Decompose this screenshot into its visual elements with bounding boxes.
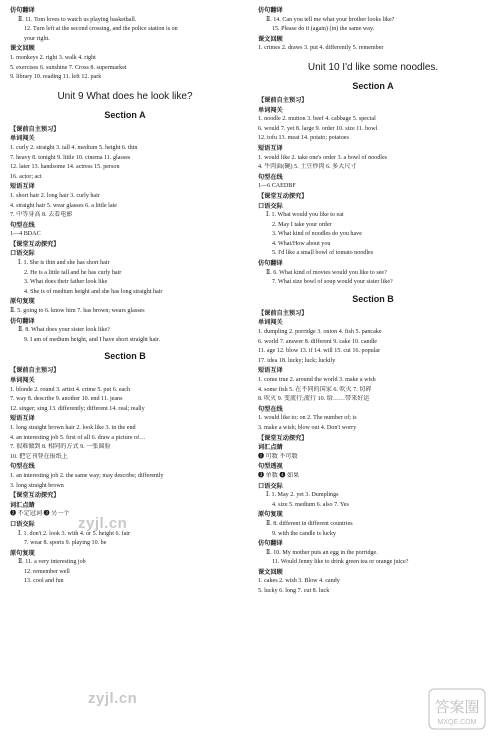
answer-line: 12. tofu 13. meat 14. potato; potatoes: [258, 135, 349, 142]
answer-line: 7. wear 8. sports 9. playing 10. be: [24, 540, 107, 547]
section-heading: 单词闯关: [258, 106, 283, 114]
section-heading: 句型透视: [258, 463, 283, 471]
answer-line: 15. Please do it (again) (in) the same way.: [272, 26, 375, 33]
watermark: zyjl.cn: [78, 515, 128, 532]
answer-line: 1—4 BDAC: [10, 231, 41, 238]
answer-line: Ⅱ. 8. different in different countries: [266, 520, 353, 527]
section-heading: 短语互译: [10, 183, 35, 191]
answer-line: Ⅰ. 1. don't 2. look 3. with 4. or 5. height 6. fair: [18, 530, 130, 537]
section-heading: 短语互译: [10, 415, 35, 423]
section-heading: 短语互译: [258, 367, 283, 375]
answer-line: 4. an interesting job 5. first of all 6. draw a picture of…: [10, 434, 146, 441]
answer-line: 4. She is of medium height and she has long straight hair: [24, 288, 163, 295]
answer-line: 11. age 12. blow 13. if 14. will 15. cut 16. popular: [258, 348, 381, 355]
answer-line: 1. blonde 2. round 3. artist 4. crime 5. put 6. each: [10, 386, 130, 393]
section-heading: 词汇点睛: [258, 444, 283, 452]
answer-line: Ⅱ. 5. going to 6. know him 7. has brown; wears glasses: [10, 308, 145, 315]
section-heading: 仿句翻译: [10, 7, 35, 14]
section-title: Section A: [352, 80, 394, 91]
section-heading: 句型在线: [258, 405, 283, 413]
answer-line: 4. 牛肉面(碗) 5. 土豆炒肉 6. 多大尺寸: [258, 164, 357, 171]
answer-line: 3. What does their father look like: [24, 279, 108, 286]
answer-line: 2. May I take your order: [272, 221, 332, 228]
answer-line: 1. curly 2. straight 3. tall 4. medium 5. height 6. thin: [10, 144, 138, 151]
answer-line: 1. crimes 2. draws 3. put 4. differently 5. remember: [258, 45, 384, 52]
section-heading: 原句复现: [258, 511, 283, 519]
section-heading: 口语交际: [258, 482, 283, 490]
answer-line: 1. long straight brown hair 2. look like 3. in the end: [10, 424, 136, 431]
left-column: [10, 6, 240, 587]
answer-line: 1. would like to; on 2. The number of; is: [258, 415, 357, 422]
answer-line: 5. lucky 6. long 7. cut 8. luck: [258, 588, 330, 595]
section-heading: 词汇点睛: [10, 501, 35, 509]
section-title: Section A: [104, 109, 146, 120]
site-logo: [428, 688, 486, 730]
section-heading: 短语互译: [258, 144, 283, 152]
logo-text: 答案圈: [434, 698, 480, 716]
section-heading: 【课堂互动探究】: [10, 240, 60, 248]
answer-line: Ⅱ. 10. My mother puts an egg in the porridge.: [266, 549, 378, 556]
section-heading: 课文回顾: [258, 568, 283, 576]
section-heading: 【课前自主预习】: [258, 96, 308, 104]
section-heading: 【课堂互动探究】: [258, 192, 308, 200]
section-heading: 原句复现: [10, 298, 35, 306]
answer-line: 9. I am of medium height, and I have short straight hair.: [24, 336, 161, 343]
right-column: [258, 6, 488, 597]
answer-line: 13. cool and fun: [24, 578, 64, 585]
section-heading: 口语交际: [10, 520, 35, 528]
answer-line: 10. 把它刊登在报纸上: [10, 453, 68, 460]
answer-line: 3. make a wish; blow out 4. Don't worry: [258, 424, 357, 431]
answer-line: 7. What size bowl of soup would your sister like?: [272, 279, 393, 286]
section-heading: 仿句翻译: [258, 7, 283, 14]
answer-line: 12. later 13. handsome 14. actress 15. person: [10, 164, 120, 171]
answer-line: 16. actor; act: [10, 173, 42, 180]
answer-line: 1. an interesting job 2. the same way; may describe; differently: [10, 472, 164, 479]
section-heading: 课文回顾: [10, 45, 35, 53]
answer-line: 2. He is a little tall and he has curly hair: [24, 269, 122, 276]
answer-line: 7. 中等身高 8. 去看电影: [10, 212, 73, 219]
section-heading: 单词闯关: [10, 377, 35, 384]
section-heading: 句型在线: [258, 173, 283, 181]
section-title: Section B: [352, 293, 394, 304]
answer-line: Ⅱ. 8. What does your sister look like?: [18, 327, 110, 334]
answer-line: 9. library 10. reading 11. left 12. park: [10, 74, 102, 81]
section-title: Section B: [104, 351, 146, 362]
section-heading: 仿句翻译: [258, 540, 283, 548]
answer-line: 1. cakes 2. wish 3. Blow 4. candy: [258, 578, 340, 585]
answer-line: ❸ 单数 ❹ 如果: [258, 472, 300, 479]
answer-line: 8. 吹灭 9. 变流行;流行 10. 给……带来好运: [258, 396, 370, 403]
watermark: zyjl.cn: [88, 690, 138, 707]
logo-subtext: MXQE.COM: [437, 719, 477, 726]
section-heading: 【课前自主预习】: [258, 309, 308, 317]
section-heading: 句型在线: [10, 221, 35, 229]
answer-line: your right.: [24, 35, 50, 42]
answer-line: 9. with the candle is lucky: [272, 530, 336, 537]
answer-line: 12. singer; sing 13. differently; different 14. real; really: [10, 405, 145, 412]
answer-line: Ⅱ. 11. a very interesting job: [18, 559, 86, 566]
answer-line: 1. come true 2. around the world 3. make a wish: [258, 377, 376, 383]
answer-line: 7. way 8. describe 9. another 10. end 11. jeans: [10, 396, 123, 403]
answer-line: Ⅱ. 6. What kind of movies would you like to see?: [266, 269, 387, 276]
section-heading: 原句复现: [10, 549, 35, 557]
section-heading: 【课堂互动探究】: [10, 492, 60, 500]
answer-line: 7. heavy 8. tonight 9. little 10. cinema 11. glasses: [10, 154, 131, 161]
answer-line: 4. straight hair 5. wear glasses 6. a little late: [10, 202, 117, 209]
unit-title: Unit 10 I'd like some noodles.: [307, 61, 439, 73]
answer-line: 4. size 5. medium 6. also 7. Yes: [272, 501, 349, 508]
answer-line: 1—6 CAEDBF: [258, 183, 296, 190]
answer-line: 5. I'd like a small bowl of tomato noodles: [272, 250, 374, 257]
answer-line: 4. some fish 5. 在不同的国家 6. 吹灭 7. 切碎: [258, 386, 372, 393]
answer-line: ❶ 可数 不可数: [258, 453, 298, 460]
answer-line: 3. What kind of noodles do you have: [272, 231, 362, 238]
answer-line: 4. What/How about you: [272, 240, 331, 247]
answer-line: 1. short hair 2. long hair 3. curly hair: [10, 192, 100, 199]
answer-line: 1. would like 2. take one's order 3. a bowl of noodles: [258, 154, 388, 161]
answer-line: Ⅰ. 1. She is thin and she has short hair: [18, 260, 110, 267]
answer-line: 1. dumpling 2. porridge 3. onion 4. fish 5. pancake: [258, 329, 382, 336]
section-heading: 课文回顾: [258, 35, 283, 43]
answer-line: Ⅱ. 11. Tom loves to watch us playing basketball.: [18, 16, 137, 23]
answer-line: Ⅱ. 14. Can you tell me what your brother looks like?: [266, 16, 395, 23]
answer-line: Ⅰ. 1. May 2. yet 3. Dumplings: [266, 492, 339, 499]
section-heading: 口语交际: [258, 202, 283, 210]
section-heading: 【课前自主预习】: [10, 125, 60, 133]
answer-line: 7. 很难做到 8. 相同的方式 9. 一张圆脸: [10, 444, 111, 451]
answer-line: ❷ 不定冠词 ❸ 另一个: [10, 511, 70, 518]
answer-line: 3. long straight brown: [10, 482, 64, 489]
section-heading: 句型在线: [10, 463, 35, 471]
answer-line: Ⅰ. 1. What would you like to eat: [266, 212, 344, 219]
section-heading: 【课前自主预习】: [10, 367, 60, 375]
answer-line: 1. noodle 2. mutton 3. beef 4. cabbage 5. special: [258, 116, 376, 123]
answer-line: 12. Turn left at the second crossing, and the police station is on: [24, 26, 178, 33]
section-heading: 【课堂互动探究】: [258, 434, 308, 442]
answer-line: 12. remember well: [24, 568, 70, 575]
section-heading: 单词闯关: [10, 135, 35, 143]
answer-line: 1. monkeys 2. right 3. walk 4. right: [10, 54, 96, 61]
answer-line: 17. idea 18. lucky; luck; luckily: [258, 357, 336, 364]
answer-line: 11. Would Jenny like to drink green tea or orange juice?: [272, 559, 409, 566]
answer-line: 6. world 7. answer 8. different 9. cake 10. candle: [258, 338, 378, 345]
answer-line: 5. exercises 6. sunshine 7. Cross 8. supermarket: [10, 64, 127, 71]
section-heading: 口语交际: [10, 250, 35, 258]
section-heading: 仿句翻译: [10, 317, 35, 325]
section-heading: 仿句翻译: [258, 260, 283, 268]
section-heading: 单词闯关: [258, 319, 283, 327]
answer-line: 6. would 7. yet 8. large 9. order 10. size 11. bowl: [258, 125, 378, 132]
unit-title: Unit 9 What does he look like?: [57, 90, 193, 102]
